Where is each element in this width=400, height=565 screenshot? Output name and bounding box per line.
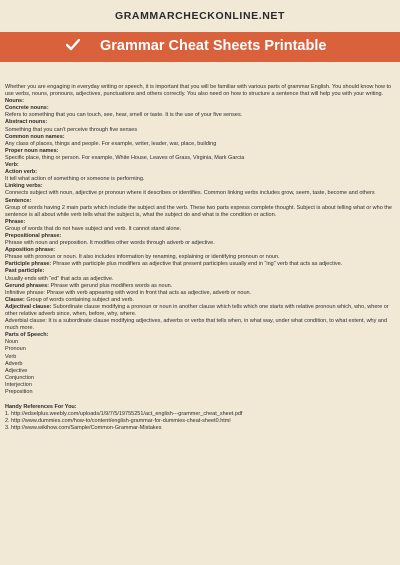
cheat-sheet-content <box>5 84 397 433</box>
text-adverbial-clause: Adverbial clause: It is a subordinate clause modifying adjectives, adverbs or verbs that tells when, in what way, under what condition, to what extent, why and much more. <box>5 318 388 332</box>
heading-apposition-phrase: Apposition phrase: <box>5 247 56 254</box>
reference-link[interactable]: 1. http://edselplus.weebly.com/uploads/1/9/7/5/19755251/act_english---grammer_cheat_sheet.pdf <box>5 411 243 418</box>
text-infinitive-phrase: Infinitive phrase: Phrase with verb appearing with word in front that acts as adjective, adverb or noun. <box>5 289 252 296</box>
text-phrase: Group of words that do not have subject and verb. It cannot stand alone. <box>5 225 182 232</box>
check-badge <box>58 36 88 58</box>
heading-linking-verbs: Linking verbs: <box>5 183 43 190</box>
part-of-speech-item: Pronoun <box>5 346 26 353</box>
adjectival-line <box>5 304 397 318</box>
clause-line <box>5 297 397 304</box>
heading-prepositional-phrase: Prepositional phrase: <box>5 232 62 239</box>
heading-verb: Verb: <box>5 162 19 169</box>
part-of-speech-item: Preposition <box>5 389 33 396</box>
text-action-verb: It tell what action of something or someone is performing. <box>5 176 145 183</box>
reference-link[interactable]: 3. http://www.wikihow.com/Sample/Common-Grammar-Mistakes <box>5 425 162 432</box>
site-name: GRAMMARCHECKONLINE.NET <box>114 10 286 22</box>
heading-action-verb: Action verb: <box>5 169 38 176</box>
participle-phrase-line <box>5 261 397 268</box>
text-past-participle: Usually ends with “ed” that acts as adjective. <box>5 275 114 282</box>
text-abstract-nouns: Something that you can’t perceive through five senses <box>5 126 138 133</box>
text-clause: Group of words containing subject and verb. <box>24 296 135 303</box>
heading-adjectival-clause: Adjectival clause: <box>5 303 52 310</box>
heading-clause: Clause: <box>5 296 25 303</box>
heading-phrase: Phrase: <box>5 218 26 225</box>
part-of-speech-item: Verb <box>5 353 17 360</box>
intro-text: Whether you are engaging in everyday writing or speech, it is important that you will be familiar with various parts of grammar English. You should know how to use verbs, nouns, pronouns, adjectives, punctuations and others correctly. You also need on how to structure a sentence that will help you with your writing. <box>5 84 392 98</box>
part-of-speech-item: Adverb <box>5 360 23 367</box>
text-apposition-phrase: Phrase with pronoun or noun. It also includes information by renaming, explaining or identifying pronoun or noun. <box>5 254 280 261</box>
part-of-speech-item: Noun <box>5 339 19 346</box>
reference-link[interactable]: 2. http://www.dummies.com/how-to/content/english-grammar-for-dummies-cheat-sheet0.html <box>5 418 231 425</box>
check-icon <box>66 38 80 56</box>
text-prepositional-phrase: Phrase with noun and preposition. It modifies other words through adverb or adjective. <box>5 240 215 247</box>
part-of-speech-item: Interjection <box>5 381 32 388</box>
heading-participle-phrase: Participle phrase: <box>5 261 52 268</box>
gerund-line <box>5 283 397 290</box>
part-of-speech-item: Adjective <box>5 367 28 374</box>
heading-common-nouns: Common noun names: <box>5 133 65 140</box>
heading-abstract-nouns: Abstract nouns: <box>5 119 48 126</box>
text-adjectival-clause: Subordinate clause modifying a pronoun or noun in another clause which tells which one starts with relative pronoun which, who, where or other relative adverb since, when, before, why, where. <box>5 303 389 317</box>
references-title: Handy References For You: <box>5 404 77 411</box>
heading-past-participle: Past participle: <box>5 268 45 275</box>
text-common-nouns: Any class of places, things and people. For example, writer, leader, war, place, building <box>5 140 217 147</box>
heading-gerund-phrases: Gerund phrases: <box>5 282 50 289</box>
text-participle-phrase: Phrase with participle plus modifiers as adjective that present participles usually end in “ing” verb that acts as adjective. <box>51 261 343 268</box>
text-proper-nouns: Specific place, thing or person. For example, White House, Leaves of Grass, Virginia, Mark Garcia <box>5 154 245 161</box>
heading-proper-nouns: Proper noun names: <box>5 147 59 154</box>
heading-parts-of-speech: Parts of Speech: <box>5 332 49 339</box>
text-linking-verbs: Connects subject with noun, adjective pr pronoun where it describes or identifies. Common linking verbs includes grow, seem, taste, become and others <box>5 190 375 197</box>
text-sentence: Group of words having 2 main parts which include the subject and the verb. These two parts express complete thought. Subject is about telling what or who the sentence is all about while verb tells what the subject is, what the subject do and what is the condition or action. <box>5 204 392 218</box>
page-title: Grammar Cheat Sheets Printable <box>100 38 327 54</box>
text-concrete-nouns: Refers to something that you can touch, see, hear, smell or taste. It is the use of your five senses. <box>5 112 243 119</box>
part-of-speech-item: Conjunction <box>5 374 35 381</box>
text-gerund-phrases: Phrase with gerund plus modifiers words as noun. <box>49 282 173 289</box>
heading-nouns: Nouns: <box>5 98 24 105</box>
heading-concrete-nouns: Concrete nouns: <box>5 105 49 112</box>
heading-sentence: Sentence: <box>5 197 32 204</box>
